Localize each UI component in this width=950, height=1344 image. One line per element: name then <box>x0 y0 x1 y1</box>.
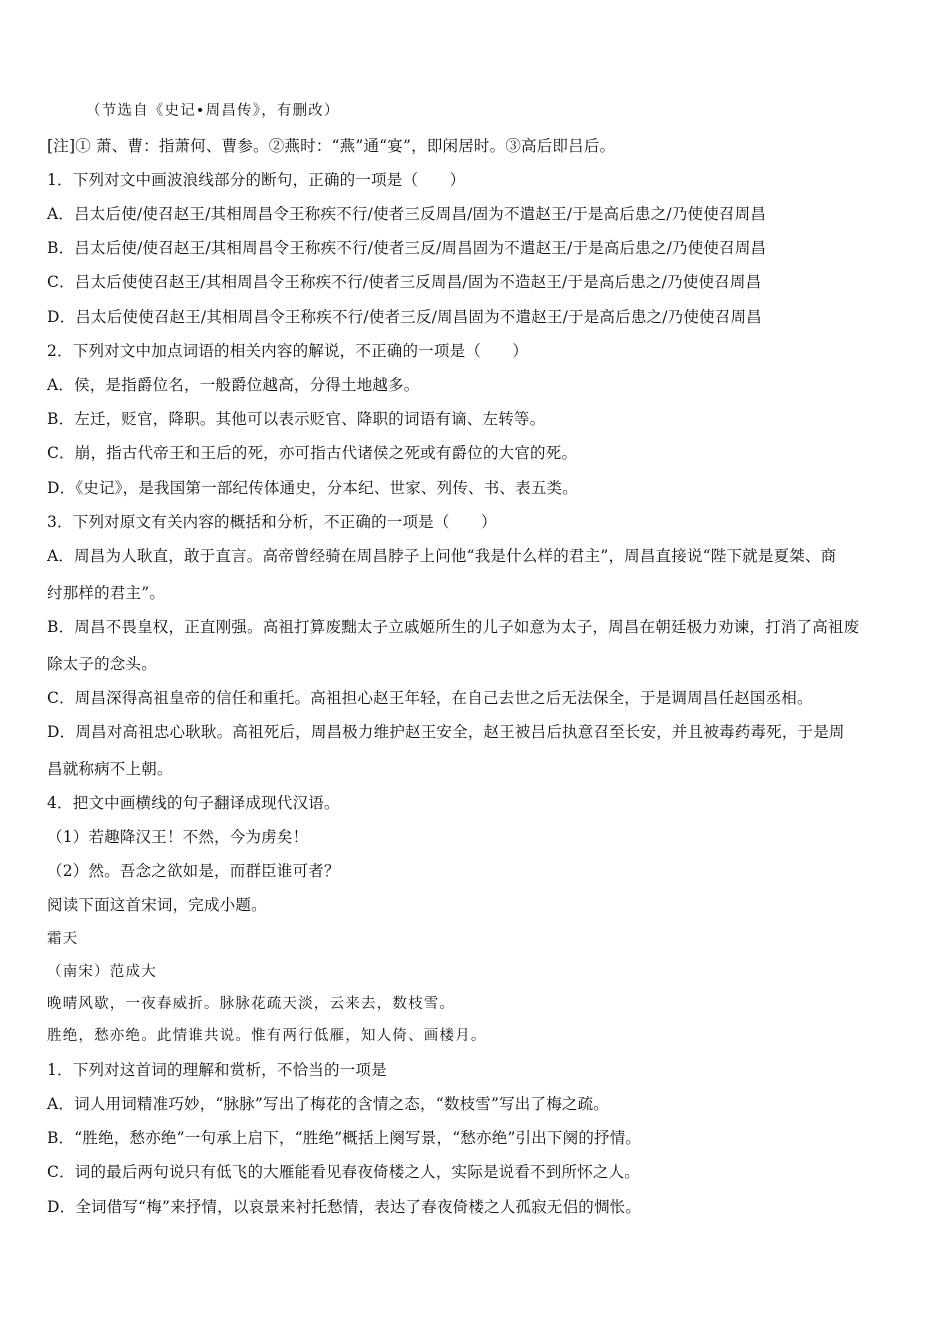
poem-author: （南宋）范成大 <box>47 964 157 980</box>
question-3-stem: 3．下列对原文有关内容的概括和分析，不正确的一项是（ ） <box>47 513 497 531</box>
poem-question-option-d: D．全词借写“梅”来抒情，以哀景来衬托愁情，表达了春夜倚楼之人孤寂无侣的惆怅。 <box>47 1198 642 1216</box>
question-1-option-a: A．吕太后使/使召赵王/其相周昌令王称疾不行/使者三反周昌/固为不遣赵王/于是高后患之/乃使使召周昌 <box>47 205 767 223</box>
source-citation: （节选自《史记•周昌传》，有删改） <box>86 103 340 119</box>
question-4-item-1: （1）若趣降汉王！不然，今为虏矣！ <box>47 828 309 846</box>
poem-line-1: 晚晴风歇，一夜春威折。脉脉花疏天淡，云来去，数枝雪。 <box>47 996 456 1012</box>
question-3-option-a-line-1: A．周昌为人耿直，敢于直言。高帝曾经骑在周昌脖子上问他“我是什么样的君主”，周昌直接说“陛下就是夏桀、商 <box>47 547 837 565</box>
question-2-stem: 2．下列对文中加点词语的相关内容的解说，不正确的一项是（ ） <box>47 342 529 360</box>
annotation-notes: [注]① 萧、曹：指萧何、曹参。②燕时：“燕”通“宴”，即闲居时。③高后即吕后。 <box>47 137 616 155</box>
poem-question-stem: 1．下列对这首词的理解和赏析，不恰当的一项是 <box>47 1061 387 1079</box>
question-2-option-d: D．《史记》，是我国第一部纪传体通史，分本纪、世家、列传、书、表五类。 <box>47 479 578 497</box>
question-1-option-b: B．吕太后使/使召赵王/其相周昌令王称疾不行/使者三反/周昌固为不遣赵王/于是高后患之/乃使使召周昌 <box>47 239 767 257</box>
poem-question-option-b: B．“胜绝，愁亦绝”一句承上启下，“胜绝”概括上阕写景，“愁亦绝”引出下阕的抒情。 <box>47 1129 642 1147</box>
question-3-option-d-line-2: 昌就称病不上朝。 <box>47 760 173 778</box>
question-4-item-2: （2）然。吾念之欲如是，而群臣谁可者？ <box>47 862 340 880</box>
question-1-stem: 1．下列对文中画波浪线部分的断句，正确的一项是（ ） <box>47 171 466 189</box>
question-3-option-b-line-2: 除太子的念头。 <box>47 655 157 673</box>
poem-question-option-c: C．词的最后两句说只有低飞的大雁能看见春夜倚楼之人，实际是说看不到所怀之人。 <box>47 1163 640 1181</box>
question-1-option-d: D．吕太后使使召赵王/其相周昌令王称疾不行/使者三反/周昌固为不遣赵王/于是高后患之/乃使使召周昌 <box>47 308 762 326</box>
question-3-option-b-line-1: B．周昌不畏皇权，正直刚强。高祖打算废黜太子立戚姬所生的儿子如意为太子，周昌在朝廷极力劝谏，打消了高祖废 <box>47 618 860 636</box>
question-1-option-c: C．吕太后使使召赵王/其相周昌令王称疾不行/使者三反周昌/固为不造赵王/于是高后患之/乃使使召周昌 <box>47 273 762 291</box>
poem-question-option-a: A．词人用词精准巧妙，“脉脉”写出了梅花的含情之态，“数枝雪”写出了梅之疏。 <box>47 1095 609 1113</box>
poem-intro: 阅读下面这首宋词，完成小题。 <box>47 896 267 914</box>
question-2-option-c: C．崩，指古代帝王和王后的死，亦可指古代诸侯之死或有爵位的大官的死。 <box>47 444 578 462</box>
question-3-option-c: C．周昌深得高祖皇帝的信任和重托。高祖担心赵王年轻，在自己去世之后无法保全，于是调周昌任赵国丞相。 <box>47 689 813 707</box>
question-2-option-a: A．侯，是指爵位名，一般爵位越高，分得土地越多。 <box>47 376 420 394</box>
poem-line-2: 胜绝，愁亦绝。此情谁共说。惟有两行低雁，知人倚、画楼月。 <box>47 1028 487 1044</box>
question-3-option-d-line-1: D．周昌对高祖忠心耿耿。高祖死后，周昌极力维护赵王安全，赵王被吕后执意召至长安，并且被毒药毒死，于是周 <box>47 723 845 741</box>
question-4-stem: 4．把文中画横线的句子翻译成现代汉语。 <box>47 794 340 812</box>
question-3-option-a-line-2: 纣那样的君主”。 <box>47 584 166 602</box>
question-2-option-b: B．左迁，贬官，降职。其他可以表示贬官、降职的词语有谪、左转等。 <box>47 410 546 428</box>
poem-title: 霜天 <box>47 931 79 947</box>
